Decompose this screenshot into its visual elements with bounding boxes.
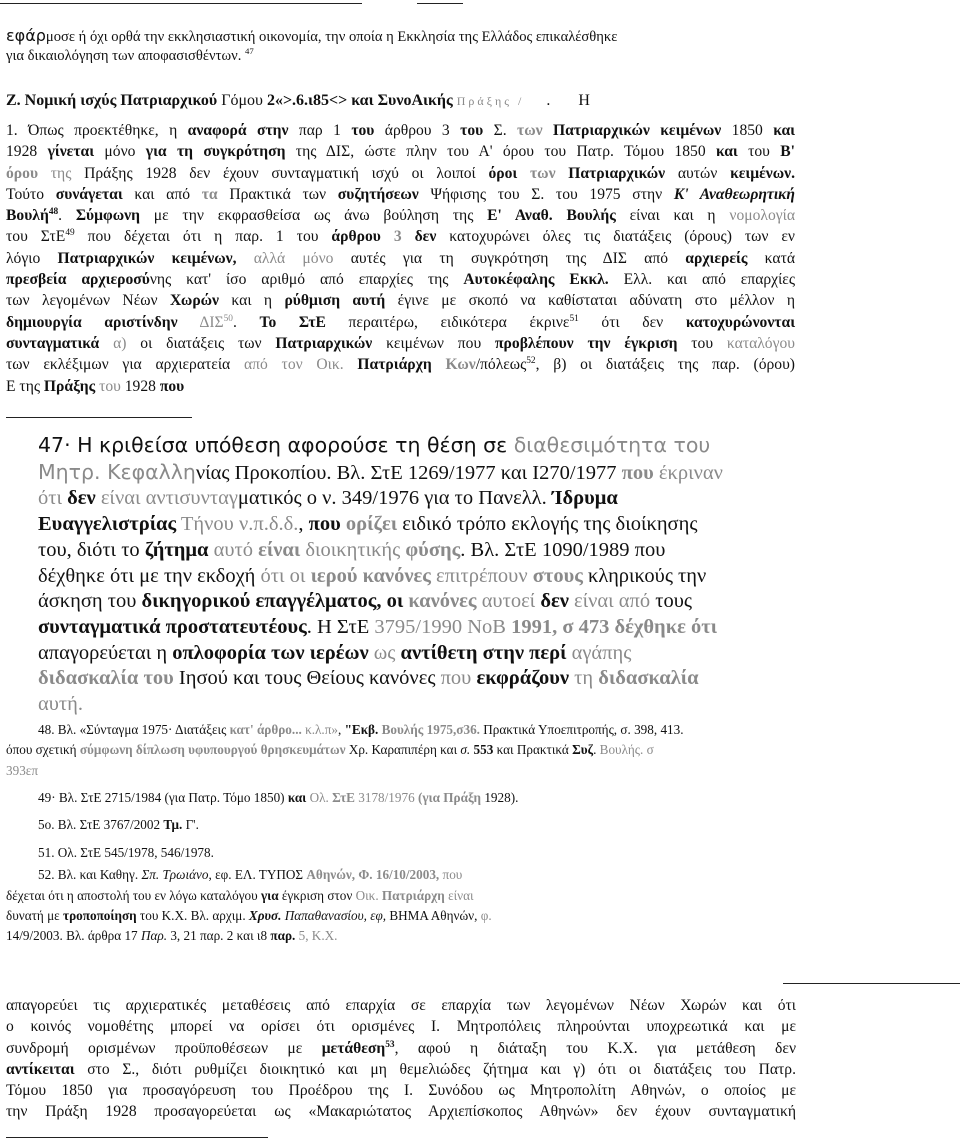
text-run: αυτές για τη συγκρότηση της: [333, 249, 603, 267]
text-run: ορίζει: [345, 513, 398, 536]
text-run: [556, 165, 569, 182]
text-run: νης κατ' ίσο αριθμό από επαρχίες της: [149, 271, 464, 289]
text-run: 49: [65, 228, 75, 239]
text-run: Παρ.: [140, 928, 168, 943]
text-run: 51: [569, 313, 579, 324]
text-run: ΔΙΣ: [602, 249, 627, 267]
text-run: [344, 356, 358, 373]
text-run: Αθηνών, Φ. 16/10/2003,: [306, 867, 440, 882]
fn47-line: [38, 512, 771, 538]
footnote-49: [38, 790, 518, 806]
text-run: άσκηση του: [38, 590, 142, 613]
footnote-50: [38, 817, 199, 833]
text-run: 47: [245, 46, 254, 57]
top-rule-right: [417, 3, 463, 4]
text-run: κειμένων.: [730, 164, 795, 182]
text-run: και: [287, 790, 307, 805]
text-run: κατοχυρώνει όλες τις διατάξεις (όρους) των εν: [436, 228, 795, 246]
text-run: άρθρου: [331, 228, 381, 246]
text-run: 1928: [120, 377, 160, 395]
text-run: προβλέπουν την έγκριση: [495, 334, 678, 352]
text-run: του Κ.Χ. Βλ. αρχιμ.: [136, 908, 249, 923]
text-run: "Εκβ.: [344, 722, 379, 737]
text-run: , β) οι διατάξεις της παρ. (όρου): [535, 356, 795, 374]
text-run: εφάρ: [6, 26, 46, 45]
text-run: Το ΣτΕ: [259, 313, 326, 331]
text-run: 1. Όπως προεκτέθηκε, η: [6, 122, 188, 139]
text-run: ΔΙΣ: [199, 313, 224, 331]
text-run: κανόνες: [408, 590, 477, 613]
text-run: δέχεται ότι η αποστολή του εν λόγω καταλόγου: [6, 888, 261, 903]
text-run: .: [232, 313, 260, 331]
text-run: 1975,σ36.: [426, 722, 480, 737]
text-run: κατά: [747, 249, 796, 267]
text-run: Πράξης: [43, 377, 96, 395]
text-run: είναι και η: [615, 207, 730, 225]
text-run: διδασκαλία: [598, 667, 699, 690]
text-run: .: [546, 92, 551, 109]
text-run: κανόνες: [362, 564, 431, 587]
text-run: Πατριαρχικών κειμένων,: [57, 249, 237, 267]
footnote-52-line-2: [6, 888, 474, 904]
text-run: Σύμφωνη: [75, 207, 140, 225]
text-run: 48: [48, 207, 59, 217]
text-run: Ευαγγελιστρίας: [38, 513, 177, 536]
text-run: 52: [526, 356, 536, 367]
text-run: Οικ.: [355, 888, 379, 903]
text-run: αντισυνταγ: [145, 487, 238, 510]
main-line: [6, 184, 795, 205]
text-run: της: [285, 143, 326, 161]
text-run: άρθρου 3: [374, 122, 461, 139]
text-run: 52. Βλ. και Καθηγ.: [38, 867, 142, 882]
text-run: δέχθηκε ότι με την εκδοχή: [38, 564, 261, 587]
text-run: φ.: [480, 908, 492, 923]
text-run: Μητρ. Κεφαλλη: [38, 459, 196, 484]
text-run: 3, 21 παρ. 2 και ι8: [167, 928, 271, 943]
main-line: [6, 226, 795, 247]
text-run: συνταγματικά: [6, 334, 100, 352]
text-run: ΒΗΜΑ Αθηνών,: [386, 908, 481, 923]
fn47-line: [38, 692, 771, 718]
text-run: γίνεται: [47, 143, 95, 161]
text-run: [432, 356, 446, 373]
text-run: οι: [289, 564, 306, 587]
text-run: ματικός ο ν. 349/1976 για το Πανελλ.: [237, 487, 552, 510]
text-run: τα: [201, 185, 218, 203]
text-run: , αφού η διάταξη του Κ.Χ. για μετάθεση δεν: [394, 1039, 797, 1057]
text-run: Γ'.: [182, 817, 199, 832]
text-run: Χωρών: [169, 292, 220, 310]
continuation-paragraph: [6, 995, 796, 1123]
text-run: . Βλ. ΣτΕ 1090/1989 που: [460, 538, 666, 561]
main-line: [6, 248, 795, 269]
footnote-47: [38, 433, 771, 718]
text-run: και: [773, 122, 795, 139]
text-run: [99, 335, 113, 352]
text-run: νίας Προκοπίου. Βλ. ΣτΕ 1269/1977 και Ι270/1977: [195, 461, 622, 484]
text-run: 553: [473, 742, 494, 757]
text-run: Γόμου: [221, 92, 263, 109]
text-run: Πατριάρχη: [357, 356, 432, 374]
intro-line-2: [6, 48, 254, 65]
text-run: από: [626, 249, 686, 267]
text-run: Χρ. Καραπιπέρη και: [345, 742, 461, 757]
text-run: ως: [373, 641, 396, 664]
text-run: πρεσβεία αρχιεροσύ: [6, 271, 150, 289]
text-run: για δικαιολόγηση των αποφασισθέντων.: [6, 48, 242, 64]
text-run: Ζ. Νομική ισχύς Πατριαρχικού: [6, 92, 218, 109]
text-run: Πράξης 1928 δεν έχουν συνταγματική ισχύ οι λοιποί: [71, 164, 489, 182]
text-run: Πατριάρχη: [381, 888, 445, 903]
bottom-line: [6, 1059, 796, 1080]
text-run: Βουλή: [6, 207, 49, 225]
bottom-line: [6, 995, 796, 1016]
text-run: [543, 122, 553, 139]
text-run: ρύθμιση αυτή: [284, 292, 386, 310]
text-run: την Πράξη 1928 προσαγορεύεται ως «Μακαριώτατος Αρχιεπίσκοπος Αθηνών» δεν έχουν συνταγματική: [6, 1103, 796, 1121]
text-run: .: [58, 207, 76, 225]
text-run: Πατριαρχικών: [275, 334, 373, 352]
text-run: εκφράζουν: [476, 667, 570, 690]
text-run: Ψήφισης του Σ. του 1975 στην: [418, 185, 674, 203]
text-run: για: [260, 888, 279, 903]
text-run: οπλοφορία των ιερέων: [172, 641, 369, 664]
text-run: απαγορεύεται η: [38, 641, 173, 664]
text-run: διοικητικής: [305, 538, 401, 561]
text-run: Ε της: [6, 377, 44, 395]
text-run: ειδικό τρόπο εκλογής της διοίκησης: [397, 513, 698, 536]
text-run: Τήνου: [180, 513, 234, 536]
text-run: [178, 314, 200, 331]
footnote-52-line-3: [6, 908, 492, 924]
text-run: του, διότι το: [38, 538, 145, 561]
text-run: αυτό: [213, 538, 254, 561]
text-run: αλλά μόνο: [253, 249, 334, 267]
text-run: Ελλ. και από επαρχίες: [608, 271, 796, 289]
main-line: [6, 376, 795, 397]
main-line: [6, 333, 795, 354]
text-run: έγινε με σκοπό να καθίσταται αδύνατη στο μέλλον η: [385, 292, 795, 310]
text-run: κατ' άρθρο...: [229, 722, 302, 737]
bottom-line: [6, 1080, 796, 1101]
text-run: όπου σχετική: [6, 742, 80, 757]
text-run: 3795/1990: [374, 615, 463, 638]
text-run: Τούτο: [6, 185, 56, 203]
footnote-52-line-4: [6, 928, 337, 944]
main-line: [6, 205, 795, 226]
text-run: οι διατάξεις των: [126, 334, 276, 352]
text-run: των εκλέξιμων για αρχιερατεία: [6, 356, 244, 374]
text-run: 3: [393, 228, 402, 246]
text-run: [381, 228, 394, 245]
text-run: των: [517, 122, 543, 139]
text-run: στους: [532, 564, 583, 587]
text-run: ΣτΕ: [332, 790, 355, 805]
text-run: και η: [219, 292, 285, 310]
text-run: αυτή.: [38, 693, 83, 716]
text-run: 5, Κ.Χ.: [298, 928, 338, 943]
text-run: Ίδρυμα: [551, 487, 618, 510]
text-run: και Πρακτικά: [493, 742, 573, 757]
fn47-line: [38, 564, 771, 590]
text-run: αυτοεί: [481, 590, 536, 613]
text-run: α): [113, 334, 127, 352]
text-run: Η: [578, 92, 590, 109]
text-run: Ολ.: [309, 790, 329, 805]
text-run: ΔΙΣ: [325, 143, 351, 161]
text-run: είναι: [100, 487, 141, 510]
text-run: αγάπης: [571, 641, 632, 664]
text-run: δεν: [540, 590, 569, 613]
text-run: [402, 228, 415, 245]
text-run: 5ο. Βλ. ΣτΕ 3767/2002: [38, 817, 164, 832]
text-run: δεν: [414, 228, 437, 246]
text-run: έκριναν: [658, 461, 723, 484]
fn47-line: [38, 538, 771, 564]
text-run: παρ 1: [288, 122, 352, 139]
text-run: Χρυσ.: [248, 908, 282, 923]
text-run: που: [440, 667, 472, 690]
bottom-line: [6, 1016, 796, 1037]
text-run: , ώστε πλην του Α' όρου του Πατρ. Τόμου 1850: [350, 143, 716, 161]
text-run: 1928).: [481, 790, 519, 805]
fn47-line: [38, 615, 771, 641]
text-run: (για Πράξη: [417, 790, 482, 805]
text-run: 1850: [721, 122, 774, 139]
text-run: ,: [298, 513, 309, 536]
text-run: Ε' Αναθ.: [487, 207, 553, 225]
main-paragraph: [6, 120, 795, 397]
text-run: Ιησού και τους Θείους κανόνες: [173, 667, 441, 690]
text-run: είναι: [258, 538, 301, 561]
text-run: συζητήσεων: [337, 185, 419, 203]
bottom-rule: [6, 1137, 268, 1138]
text-run: κατοχυρώνονται: [685, 313, 796, 331]
bottom-line: [6, 1038, 796, 1059]
text-run: Πρακτικά των: [217, 185, 338, 203]
text-run: από τον Οικ.: [243, 356, 344, 374]
text-run: είναι: [574, 590, 614, 613]
text-run: 1928: [6, 143, 48, 161]
text-run: Βουλής: [381, 722, 424, 737]
text-run: κειμένων που: [372, 334, 496, 352]
intro-line-1: [6, 26, 617, 46]
text-run: Συζ: [572, 742, 594, 757]
main-line: [6, 141, 795, 162]
text-run: Πράξης /: [456, 94, 525, 108]
text-run: Σπ. Τρωιάνο: [141, 867, 209, 882]
text-run: Παπαθανασίου, εφ,: [284, 908, 387, 923]
fn47-line: [38, 666, 771, 692]
text-run: 48. Βλ. «Σύνταγμα 1975· Διατάξεις: [38, 722, 230, 737]
text-run: που: [621, 461, 654, 484]
text-run: .: [593, 742, 600, 757]
footnote-48-line-2: [6, 742, 654, 758]
text-run: /πόλεως: [475, 356, 527, 374]
text-run: αυτών: [665, 164, 731, 182]
text-run: κ.λ.π»: [305, 722, 338, 737]
fn47-line: [38, 589, 771, 615]
text-run: παρ.: [270, 928, 296, 943]
text-run: όροι: [488, 164, 518, 182]
text-run: για τη συγκρότηση: [145, 143, 286, 161]
text-run: Κ' Αναθεωρητική: [673, 185, 795, 203]
text-run: συνάγεται: [55, 185, 123, 203]
main-line: [6, 120, 795, 141]
text-run: που: [308, 513, 341, 536]
main-line: [6, 290, 795, 311]
text-run: αντίθετη στην περί: [400, 641, 567, 664]
text-run: . Η ΣτΕ: [306, 615, 375, 638]
footnote-51: [38, 845, 214, 861]
text-run: απαγορεύει τις αρχιερατικές μεταθέσεις από επαρχία σε επαρχία των λεγομένων Νέων Χωρών και ότι: [6, 997, 796, 1014]
text-run: NoB: [467, 615, 506, 638]
text-run: τους: [650, 590, 693, 613]
text-run: 3178/1976: [358, 790, 415, 805]
text-run: με την εκφρασθείσα ως άνω βούληση της: [139, 207, 488, 225]
footnote-48-line-1: [38, 722, 684, 738]
main-line: [6, 163, 795, 184]
text-run: Βουλής: [566, 207, 616, 225]
text-run: δυνατή με: [6, 908, 64, 923]
footnote-48-line-3: [6, 763, 38, 779]
fn47-line: [38, 460, 771, 487]
text-run: των λεγομένων Νέων: [6, 292, 170, 310]
text-run: του ΣτΕ: [6, 228, 66, 246]
text-run: Τμ.: [163, 817, 183, 832]
text-run: Τόμου 1850 για προσαγόρευση του Προέδρου της Ι. Συνόδου ως Μητροπολίτη Αθηνών, ο οποίος με: [6, 1082, 796, 1100]
text-run: Β': [780, 143, 795, 161]
text-run: είναι: [448, 888, 474, 903]
text-run: 49· Βλ. ΣτΕ 2715/1984 (για Πατρ. Τόμο 1850): [38, 790, 288, 805]
text-run: καταλόγου: [726, 334, 796, 352]
fn47-line: [38, 641, 771, 667]
text-run: σύμφωνη δίπλωση υφυπουργού θρησκευμάτων: [79, 742, 346, 757]
text-run: μοσε ή όχι ορθά την εκκλησιαστική οικονομία, την οποία η Εκκλησία της Ελλάδος επικαλέσθηκε: [45, 29, 618, 45]
text-run: ιερού: [310, 564, 358, 587]
text-run: όρου: [6, 164, 39, 182]
text-run: νομολογία: [729, 207, 796, 225]
text-run: κληρικούς την: [582, 564, 707, 587]
text-run: Κων: [445, 356, 476, 374]
text-run: ,: [337, 722, 345, 737]
main-line: [6, 269, 795, 290]
text-run: Σ.: [483, 122, 518, 139]
text-run: 50: [223, 313, 233, 324]
text-run: φύσης: [405, 538, 461, 561]
text-run: , εφ. ΕΛ. ΤΥΠΟΣ: [208, 867, 307, 882]
text-run: Πατριαρχικών κειμένων: [552, 122, 722, 139]
text-run: τη: [574, 667, 594, 690]
text-run: Πατριαρχικών: [568, 164, 666, 182]
text-run: και: [716, 143, 738, 161]
bottom-line: [6, 1101, 796, 1122]
text-run: της: [50, 164, 72, 182]
text-run: 1991, σ 473 δέχθηκε ότι: [511, 615, 718, 638]
text-run: 47· Η κριθείσα υπόθεση αφορούσε τη θέση σε: [38, 433, 514, 457]
text-run: του: [99, 377, 121, 395]
text-run: [553, 207, 567, 224]
text-run: ν.π.δ.δ.: [238, 513, 299, 536]
text-run: μετάθεση: [321, 1039, 386, 1057]
text-run: 393επ: [6, 763, 38, 778]
top-rule-left: [0, 3, 362, 4]
text-run: που δέχεται ότι η παρ. 1 του: [74, 228, 332, 246]
text-run: επιτρέπουν: [436, 564, 528, 587]
text-run: περαιτέρω, ειδικότερα έκρινε: [325, 313, 570, 331]
main-line: [6, 354, 795, 375]
text-run: του: [351, 122, 375, 139]
footnote-separator: [6, 417, 192, 418]
footnote-52-line-1: [38, 867, 462, 883]
text-run: δημιουργία αριστίνδην: [6, 313, 178, 331]
text-run: του: [737, 143, 781, 161]
text-run: του: [677, 334, 727, 352]
text-run: Βουλής. σ: [599, 742, 654, 757]
text-run: δικηγορικού επαγγέλματος, οι: [141, 590, 404, 613]
text-run: αντίκειται: [6, 1060, 75, 1078]
section-heading: [6, 92, 590, 110]
text-run: Πρακτικά Υποεπιτροπής, σ. 398, 413.: [479, 722, 684, 737]
text-run: 53: [385, 1039, 395, 1050]
text-run: μόνο: [94, 143, 146, 161]
text-run: που: [442, 867, 463, 882]
text-run: 2«>.6.ι85<> και ΣυνοΑικής: [266, 92, 453, 109]
text-run: συνδρομή ορισμένων προϋποθέσεων με: [6, 1039, 322, 1057]
text-run: διδασκαλία του: [38, 667, 174, 690]
text-run: ο κοινός νομοθέτης μπορεί να ορίσει ότι ορισμένες Ι. Μητροπόλεις πληρούνται υποχρεωτικά και με: [6, 1018, 796, 1036]
text-run: λόγιο: [6, 249, 58, 267]
text-run: 14/9/2003. Βλ. άρθρα 17: [6, 928, 141, 943]
text-run: [517, 165, 530, 182]
text-run: ότι δεν: [578, 313, 686, 331]
main-line: [6, 312, 795, 333]
text-run: [236, 250, 253, 267]
text-run: δεν: [67, 487, 96, 510]
text-run: στο Σ., διότι ρυθμίζει διοικητικό και μη θεμελιώδες ζήτημα και γ) ότι οι διατάξεις του Πατρ.: [74, 1060, 796, 1078]
page-break-rule: [783, 983, 960, 984]
text-run: έγκριση στον: [278, 888, 356, 903]
fn47-line: [38, 486, 771, 512]
text-run: ότι: [260, 564, 285, 587]
text-run: και από: [122, 185, 202, 203]
text-run: 51. Ολ. ΣτΕ 545/1978, 546/1978.: [38, 845, 214, 860]
text-run: αναφορά στην: [187, 122, 289, 139]
text-run: ζήτημα: [144, 538, 209, 561]
text-run: [38, 165, 51, 182]
text-run: που: [159, 377, 185, 395]
text-run: από: [618, 590, 651, 613]
fn47-line: [38, 433, 771, 460]
text-run: Αυτοκέφαλης Εκκλ.: [463, 271, 609, 289]
text-run: σ.: [460, 742, 471, 757]
text-run: ότι: [38, 487, 63, 510]
text-run: διαθεσιμότητα του: [513, 433, 711, 457]
text-run: του: [460, 122, 484, 139]
text-run: συνταγματικά προστατευτέους: [38, 615, 307, 638]
text-run: των: [529, 164, 556, 182]
text-run: τροποποίηση: [63, 908, 137, 923]
text-run: αρχιερείς: [685, 249, 748, 267]
